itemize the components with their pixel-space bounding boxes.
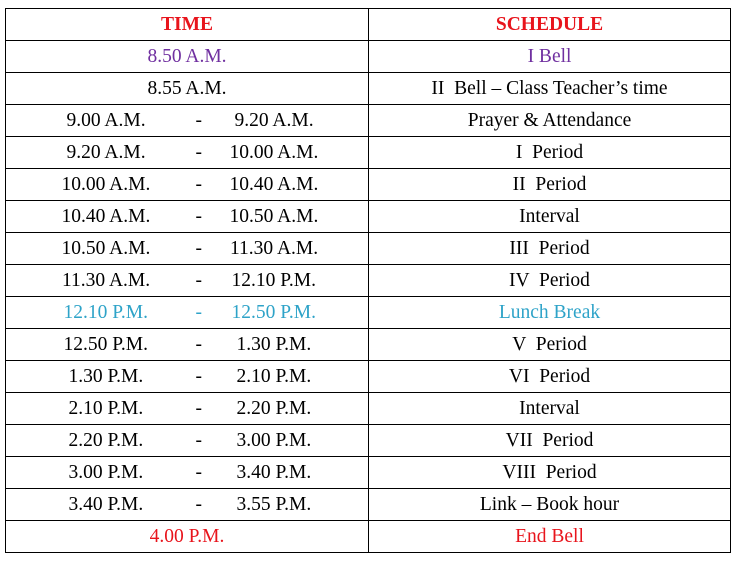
range-dash: - xyxy=(195,302,202,323)
schedule-cell: VII Period xyxy=(369,425,731,457)
time-value: 4.00 P.M. xyxy=(149,526,225,547)
schedule-cell: VIII Period xyxy=(369,457,731,489)
table-row xyxy=(6,105,731,137)
schedule-cell: V Period xyxy=(369,329,731,361)
start-time: 9.20 A.M. xyxy=(66,142,146,163)
time-cell xyxy=(6,233,369,265)
time-cell xyxy=(6,201,369,233)
time-cell xyxy=(6,425,369,457)
end-time: 9.20 A.M. xyxy=(234,110,314,131)
timetable xyxy=(5,8,731,553)
schedule-cell: IV Period xyxy=(369,265,731,297)
schedule-body xyxy=(6,41,731,553)
range-dash: - xyxy=(195,206,202,227)
range-dash: - xyxy=(195,398,202,419)
range-dash: - xyxy=(195,110,202,131)
start-time: 2.20 P.M. xyxy=(68,430,144,451)
start-time: 12.50 P.M. xyxy=(63,334,149,355)
start-time: 3.00 P.M. xyxy=(68,462,144,483)
schedule-cell: Interval xyxy=(369,393,731,425)
end-time: 2.10 P.M. xyxy=(236,366,312,387)
table-row xyxy=(6,233,731,265)
table-row xyxy=(6,137,731,169)
table-row xyxy=(6,489,731,521)
end-time: 3.55 P.M. xyxy=(236,494,312,515)
table-row xyxy=(6,361,731,393)
time-cell xyxy=(6,393,369,425)
start-time: 10.40 A.M. xyxy=(61,206,151,227)
start-time: 9.00 A.M. xyxy=(66,110,146,131)
time-cell xyxy=(6,297,369,329)
start-time: 3.40 P.M. xyxy=(68,494,144,515)
end-time: 10.40 A.M. xyxy=(229,174,319,195)
range-dash: - xyxy=(195,174,202,195)
range-dash: - xyxy=(195,462,202,483)
table-row xyxy=(6,297,731,329)
table-row xyxy=(6,521,731,553)
end-time: 3.40 P.M. xyxy=(236,462,312,483)
schedule-cell: I Bell xyxy=(369,41,731,73)
table-row xyxy=(6,265,731,297)
range-dash: - xyxy=(195,494,202,515)
start-time: 10.50 A.M. xyxy=(61,238,151,259)
start-time: 12.10 P.M. xyxy=(63,302,149,323)
time-cell xyxy=(6,265,369,297)
range-dash: - xyxy=(195,142,202,163)
schedule-header: SCHEDULE xyxy=(369,9,731,41)
table-row xyxy=(6,457,731,489)
time-header: TIME xyxy=(6,9,369,41)
table-row xyxy=(6,41,731,73)
start-time: 11.30 A.M. xyxy=(62,270,151,291)
end-time: 3.00 P.M. xyxy=(236,430,312,451)
time-cell xyxy=(6,361,369,393)
table-row xyxy=(6,169,731,201)
schedule-cell: III Period xyxy=(369,233,731,265)
table-row xyxy=(6,201,731,233)
start-time: 1.30 P.M. xyxy=(68,366,144,387)
time-cell xyxy=(6,137,369,169)
schedule-cell: VI Period xyxy=(369,361,731,393)
start-time: 10.00 A.M. xyxy=(61,174,151,195)
schedule-cell: Prayer & Attendance xyxy=(369,105,731,137)
range-dash: - xyxy=(195,366,202,387)
schedule-cell: I Period xyxy=(369,137,731,169)
end-time: 1.30 P.M. xyxy=(236,334,312,355)
schedule-cell: Lunch Break xyxy=(369,297,731,329)
range-dash: - xyxy=(195,430,202,451)
range-dash: - xyxy=(195,238,202,259)
end-time: 11.30 A.M. xyxy=(230,238,319,259)
schedule-cell: End Bell xyxy=(369,521,731,553)
header-row xyxy=(6,9,731,41)
time-cell xyxy=(6,329,369,361)
start-time: 2.10 P.M. xyxy=(68,398,144,419)
time-cell xyxy=(6,457,369,489)
time-value: 8.50 A.M. xyxy=(147,46,227,67)
time-cell xyxy=(6,73,369,105)
table-row xyxy=(6,329,731,361)
range-dash: - xyxy=(195,270,202,291)
end-time: 12.10 P.M. xyxy=(231,270,317,291)
table-row xyxy=(6,393,731,425)
time-cell xyxy=(6,521,369,553)
end-time: 10.50 A.M. xyxy=(229,206,319,227)
time-cell xyxy=(6,489,369,521)
schedule-cell: Link – Book hour xyxy=(369,489,731,521)
time-cell xyxy=(6,105,369,137)
end-time: 12.50 P.M. xyxy=(231,302,317,323)
end-time: 2.20 P.M. xyxy=(236,398,312,419)
schedule-cell: II Bell – Class Teacher’s time xyxy=(369,73,731,105)
schedule-cell: II Period xyxy=(369,169,731,201)
table-row xyxy=(6,425,731,457)
range-dash: - xyxy=(195,334,202,355)
table-row xyxy=(6,73,731,105)
end-time: 10.00 A.M. xyxy=(229,142,319,163)
time-cell xyxy=(6,41,369,73)
time-cell xyxy=(6,169,369,201)
time-value: 8.55 A.M. xyxy=(147,78,227,99)
schedule-cell: Interval xyxy=(369,201,731,233)
